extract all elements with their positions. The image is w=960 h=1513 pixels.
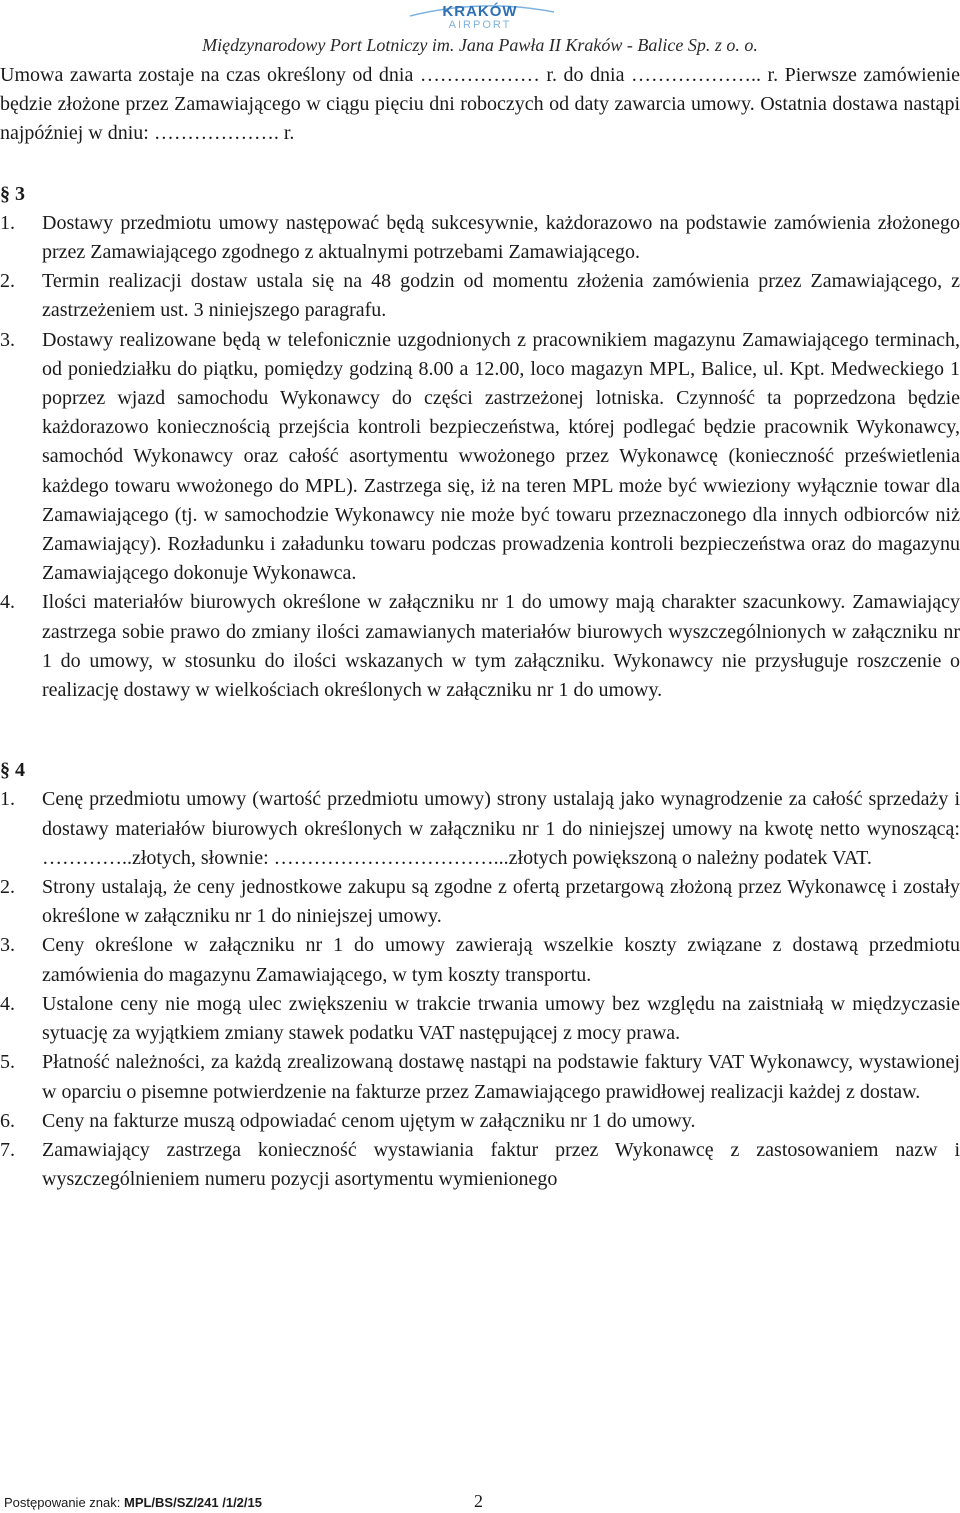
item-number: 2. <box>0 876 15 899</box>
case-reference-code: MPL/BS/SZ/241 /1/2/15 <box>123 1495 262 1510</box>
list-item <box>0 588 960 705</box>
item-number: 4. <box>0 992 15 1015</box>
item-number: 1. <box>0 788 15 811</box>
list-item <box>0 1107 960 1136</box>
logo-subtext: AIRPORT <box>448 19 512 31</box>
list-item <box>0 326 960 589</box>
page-number: 2 <box>474 1491 483 1511</box>
item-number: 3. <box>0 328 15 351</box>
list-item <box>0 209 960 267</box>
list-item <box>0 1136 960 1194</box>
intro-paragraph: Umowa zawarta zostaje na czas określony od dnia ……………… r. do dnia ……………….. r. Pierwsze zamówienie będzie złożone przez Zamawiającego w ciągu pięciu dni roboczych od daty zawarcia umowy. Ostatnia dostawa nastąpi najpóźniej w dniu: ………………. r. <box>0 64 960 145</box>
item-number: 6. <box>0 1109 15 1132</box>
logo-text: KRAKÓW <box>442 3 518 20</box>
list-item <box>0 990 960 1048</box>
case-reference <box>4 1495 262 1510</box>
list-item <box>0 1048 960 1106</box>
page-footer <box>0 1491 960 1513</box>
item-number: 5. <box>0 1051 15 1074</box>
item-text: Strony ustalają, że ceny jednostkowe zakupu są zgodne z ofertą przetargową złożoną przez Wykonawcę i zostały określone w załączniku nr 1 do niniejszej umowy. <box>42 876 960 928</box>
item-number: 2. <box>0 270 15 293</box>
item-text: Ceny na fakturze muszą odpowiadać cenom ujętym w załączniku nr 1 do umowy. <box>42 1109 696 1132</box>
section-heading-4: § 4 <box>0 759 25 782</box>
item-text: Ceny określone w załączniku nr 1 do umowy zawierają wszelkie koszty związane z dostawą przedmiotu zamówienia do magazynu Zamawiającego, w tym koszty transportu. <box>42 934 960 986</box>
item-number: 1. <box>0 211 15 234</box>
list-item <box>0 873 960 931</box>
section-heading-3: § 3 <box>0 182 25 205</box>
airport-logo <box>0 2 960 36</box>
list-item <box>0 267 960 325</box>
case-reference-label: Postępowanie znak: <box>4 1495 121 1510</box>
document-body <box>0 61 960 1194</box>
item-text: Zamawiający zastrzega konieczność wystawiania faktur przez Wykonawcę z zastosowaniem nazw i wyszczególnieniem numeru pozycji asortymentu wymienionego <box>42 1138 960 1191</box>
item-text: Termin realizacji dostaw ustala się na 48 godzin od momentu złożenia zamówienia przez Zamawiającego, z zastrzeżeniem ust. 3 niniejszego paragrafu. <box>42 270 960 322</box>
page-header <box>0 0 960 60</box>
list-item <box>0 785 960 873</box>
company-name: Międzynarodowy Port Lotniczy im. Jana Pawła II Kraków - Balice Sp. z o. o. <box>202 35 758 55</box>
item-text: Dostawy realizowane będą w telefonicznie uzgodnionych z pracownikiem magazynu Zamawiającego terminach, od poniedziałku do piątku, pomiędzy godziną 8.00 a 12.00, loco magazyn MPL, Balice, ul. Kpt. Medweckiego 1 poprzez wjazd samochodu Wykonawcy do części zastrzeżonej lotniska. Czynność ta poprzedzona będzie każdorazowo koniecznością przejścia kontroli bezpieczeństwa, której podlegać będzie pracownik Wykonawcy, samochód Wykonawcy oraz całość asortymentu wwożonego przez Wykonawcę (konieczność prześwietlenia każdego towaru wwożonego do MPL). Zastrzega się, iż na teren MPL może być wwieziony wyłącznie towar dla Zamawiającego (tj. w samochodzie Wykonawcy nie może być towaru przeznaczonego dla innych odbiorców niż Zamawiający). Rozładunku i załadunku towaru podczas prowadzenia kontroli bezpieczeństwa oraz do magazynu Zamawiającego dokonuje Wykonawca. <box>42 328 960 585</box>
list-item <box>0 931 960 989</box>
item-text: Ustalone ceny nie mogą ulec zwiększeniu w trakcie trwania umowy bez względu na zaistniałą w międzyczasie sytuację za wyjątkiem zmiany stawek podatku VAT następującej z mocy prawa. <box>42 992 960 1045</box>
item-number: 3. <box>0 934 15 957</box>
item-text: Płatność należności, za każdą zrealizowaną dostawę nastąpi na podstawie faktury VAT Wykonawcy, wystawionej w oparciu o pisemne potwierdzenie na fakturze przez Zamawiającego prawidłowej realizacji każdej z dostaw. <box>42 1051 960 1103</box>
item-number: 7. <box>0 1138 15 1161</box>
item-number: 4. <box>0 591 15 614</box>
item-text: Ilości materiałów biurowych określone w załączniku nr 1 do umowy mają charakter szacunkowy. Zamawiający zastrzega sobie prawo do zmiany ilości zamawianych materiałów biurowych wyszczególnionych w załączniku nr 1 do umowy, w stosunku do ilości wskazanych w tym załączniku. Wykonawcy nie przysługuje roszczenie o realizację dostawy w wielkościach określonych w załączniku nr 1 do umowy. <box>42 591 960 702</box>
item-text: Dostawy przedmiotu umowy następować będą sukcesywnie, każdorazowo na podstawie zamówienia złożonego przez Zamawiającego zgodnego z aktualnymi potrzebami Zamawiającego. <box>42 211 960 264</box>
item-text: Cenę przedmiotu umowy (wartość przedmiotu umowy) strony ustalają jako wynagrodzenie za całość sprzedaży i dostawy materiałów biurowych określonych w załączniku nr 1 do niniejszej umowy na kwotę netto wynoszącą: …………..złotych, słownie: ……………………………...złotych powiększoną o należny podatek VAT. <box>42 788 960 869</box>
